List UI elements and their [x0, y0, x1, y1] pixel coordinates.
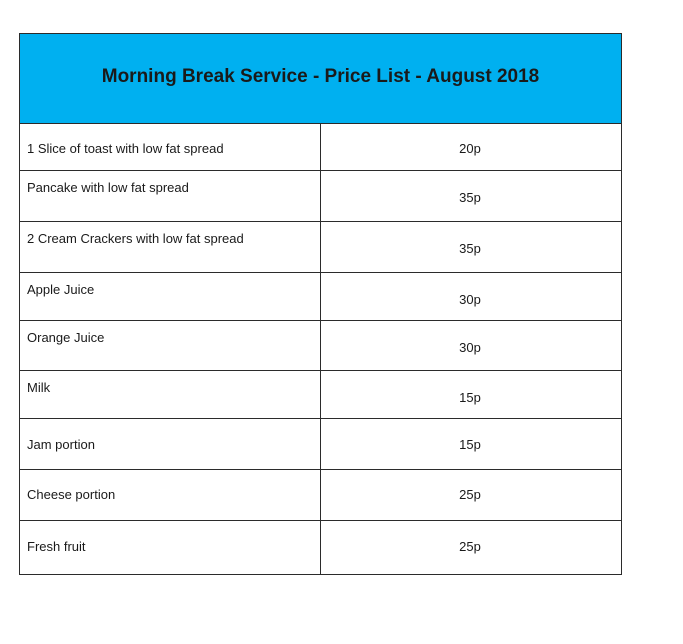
item-price: 35p: [459, 241, 481, 256]
table-row: [20, 419, 622, 470]
item-price: 30p: [459, 292, 481, 307]
item-name-cell: [20, 171, 321, 222]
item-price-cell: [321, 521, 622, 575]
item-name: Jam portion: [27, 437, 95, 452]
item-name: 2 Cream Crackers with low fat spread: [27, 231, 244, 246]
table-row: [20, 521, 622, 575]
item-name-cell: [20, 371, 321, 419]
title-row: [20, 34, 622, 124]
item-price-cell: [321, 273, 622, 321]
item-price-cell: [321, 171, 622, 222]
table-row: [20, 470, 622, 521]
item-price: 35p: [459, 190, 481, 205]
item-name-cell: [20, 521, 321, 575]
item-price-cell: [321, 470, 622, 521]
table-row: [20, 371, 622, 419]
item-price-cell: [321, 222, 622, 273]
item-name: Pancake with low fat spread: [27, 180, 189, 195]
table-row: [20, 171, 622, 222]
item-price-cell: [321, 419, 622, 470]
item-name-cell: [20, 222, 321, 273]
table-row: [20, 124, 622, 171]
item-name: 1 Slice of toast with low fat spread: [27, 141, 224, 156]
item-price: 25p: [459, 487, 481, 502]
item-name-cell: [20, 321, 321, 371]
item-name: Milk: [27, 380, 51, 395]
item-name-cell: [20, 419, 321, 470]
item-price-cell: [321, 124, 622, 171]
price-list-title-text: Morning Break Service - Price List - August 2018: [101, 65, 540, 87]
item-price: 15p: [459, 390, 481, 405]
item-price-cell: [321, 321, 622, 371]
item-name: Apple Juice: [27, 282, 95, 297]
table-row: [20, 273, 622, 321]
price-list-title: [20, 34, 622, 124]
price-list-table: [19, 33, 622, 575]
item-price: 15p: [459, 437, 481, 452]
item-price: 20p: [459, 141, 481, 156]
item-name: Orange Juice: [27, 330, 105, 345]
table-row: [20, 222, 622, 273]
item-name: Fresh fruit: [27, 539, 86, 554]
item-name-cell: [20, 273, 321, 321]
item-name: Cheese portion: [27, 487, 116, 502]
item-price: 30p: [459, 340, 481, 355]
item-price: 25p: [459, 539, 481, 554]
item-name-cell: [20, 470, 321, 521]
item-name-cell: [20, 124, 321, 171]
table-row: [20, 321, 622, 371]
item-price-cell: [321, 371, 622, 419]
